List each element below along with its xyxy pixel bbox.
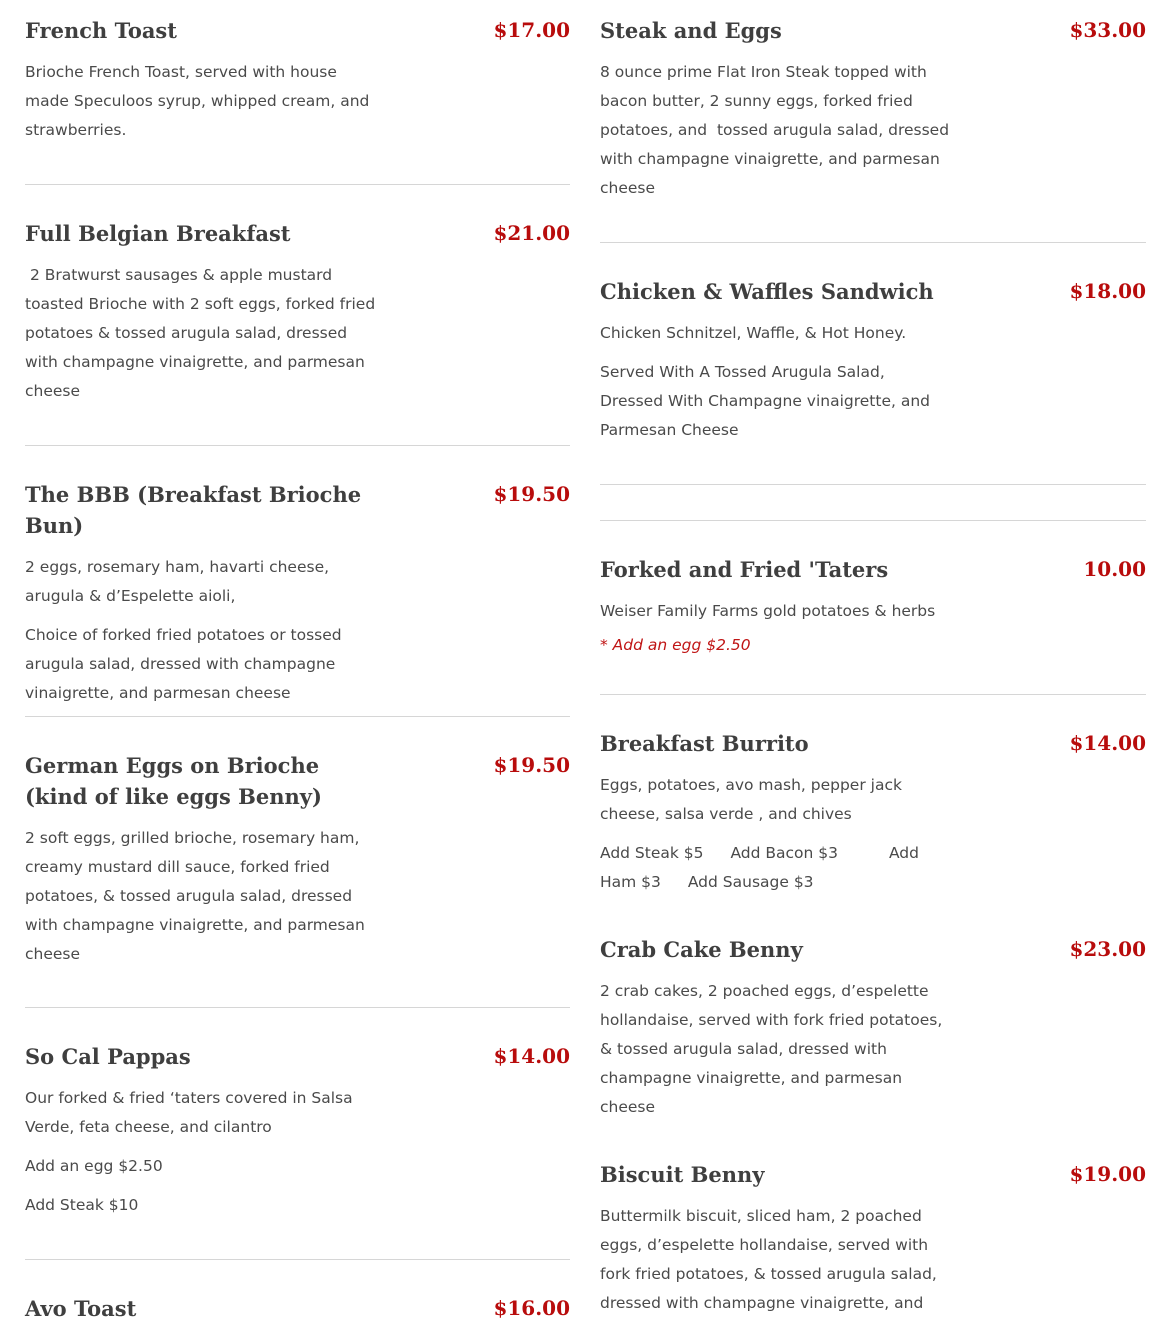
menu-item [25,1293,570,1324]
addon-steak: Add Steak $5 [600,844,704,862]
menu-item [25,750,570,969]
separator [25,716,570,717]
item-addon: Add Steak $10 [25,1196,139,1214]
addon-sausage: Add Sausage $3 [687,873,814,891]
item-title: Steak and Eggs [600,18,782,43]
item-price: $23.00 [1069,937,1146,961]
separator [600,242,1146,243]
item-title: Breakfast Burrito [600,731,809,756]
item-title: Avo Toast [25,1296,137,1321]
item-price: $21.00 [493,221,570,245]
menu-item [600,934,1146,1122]
item-price: $19.50 [493,482,570,506]
separator [25,1259,570,1260]
item-price: $18.00 [1069,279,1146,303]
menu-item [600,276,1146,445]
item-price: $19.50 [493,753,570,777]
item-price: $16.00 [493,1296,570,1320]
item-description: Eggs, potatoes, avo mash, pepper jack cheese, salsa verde , and chives [600,776,902,823]
item-title: The BBB (Breakfast Brioche Bun) [25,482,362,538]
separator [600,520,1146,521]
item-description: Chicken Schnitzel, Waffle, & Hot Honey. [600,324,907,342]
item-price: $14.00 [493,1044,570,1068]
separator [25,184,570,185]
item-description: 2 soft eggs, grilled brioche, rosemary ham, creamy mustard dill sauce, forked fried potatoes, & tossed arugula salad, dressed with champagne vinaigrette, and parmesan cheese [25,829,365,963]
item-price: 10.00 [1083,557,1146,581]
item-description: Buttermilk biscuit, sliced ham, 2 poached eggs, d’espelette hollandaise, served with fork fried potatoes, & tossed arugula salad, dressed with champagne vinaigrette, and [600,1207,937,1312]
item-title: German Eggs on Brioche (kind of like eggs Benny) [25,753,322,809]
separator [600,694,1146,695]
item-title: French Toast [25,18,177,43]
item-title: Forked and Fried 'Taters [600,557,889,582]
menu-item [600,1159,1146,1318]
separator [600,484,1146,485]
item-description: Our forked & fried ‘taters covered in Salsa Verde, feta cheese, and cilantro [25,1089,353,1136]
item-title: Chicken & Waffles Sandwich [600,279,934,304]
item-note: * Add an egg $2.50 [600,636,751,654]
menu-item [25,1041,570,1220]
menu-item [600,554,1146,660]
separator [25,445,570,446]
menu-item [25,15,570,145]
addon-ham: Add Ham $3 [600,844,919,891]
item-description: Weiser Family Farms gold potatoes & herbs [600,602,936,620]
menu-item [25,479,570,708]
menu-item [600,728,1146,897]
menu-item [600,15,1146,203]
item-title: So Cal Pappas [25,1044,191,1069]
item-description: 2 crab cakes, 2 poached eggs, d’espelette hollandaise, served with fork fried potatoes, & tossed arugula salad, dressed with champagne vinaigrette, and parmesan cheese [600,982,943,1116]
item-price: $33.00 [1069,18,1146,42]
item-description: Choice of forked fried potatoes or tossed arugula salad, dressed with champagne vinaigrette, and parmesan cheese [25,626,342,702]
menu-item [25,218,570,406]
separator [25,1007,570,1008]
addon-bacon: Add Bacon $3 [730,844,838,862]
item-title: Full Belgian Breakfast [25,221,291,246]
item-description: Served With A Tossed Arugula Salad, Dressed With Champagne vinaigrette, and Parmesan Cheese [600,363,931,439]
item-price: $19.00 [1069,1162,1146,1186]
item-price: $17.00 [493,18,570,42]
item-price: $14.00 [1069,731,1146,755]
item-description: Brioche French Toast, served with house made Speculoos syrup, whipped cream, and strawberries. [25,63,370,139]
item-title: Crab Cake Benny [600,937,803,962]
item-description: 2 Bratwurst sausages & apple mustard toasted Brioche with 2 soft eggs, forked fried potatoes & tossed arugula salad, dressed with champagne vinaigrette, and parmesan cheese [25,266,381,400]
item-title: Biscuit Benny [600,1162,765,1187]
item-addon: Add an egg $2.50 [25,1157,163,1175]
item-description: 2 eggs, rosemary ham, havarti cheese, arugula & d’Espelette aioli, [25,558,330,605]
item-addons [600,839,955,897]
item-description: 8 ounce prime Flat Iron Steak topped with bacon butter, 2 sunny eggs, forked fried potatoes, and tossed arugula salad, dressed with champagne vinaigrette, and parmesan cheese [600,63,954,197]
